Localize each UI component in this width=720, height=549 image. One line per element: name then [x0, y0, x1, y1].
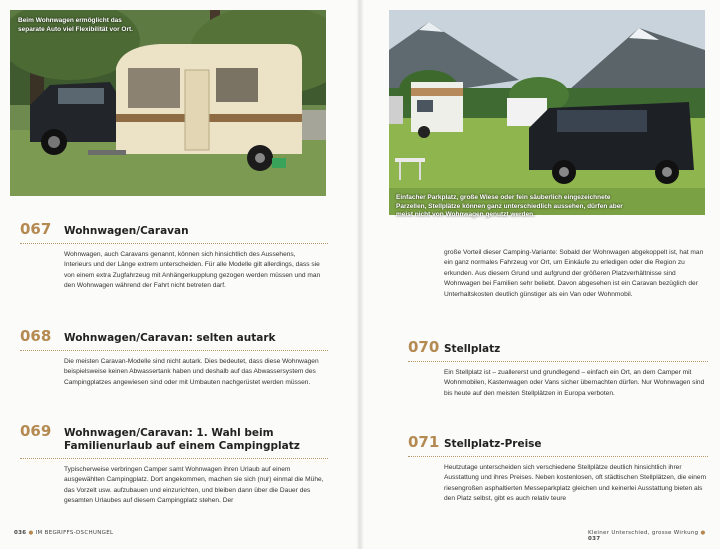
photo-caption-left: Beim Wohnwagen ermöglicht das separate Auto viel Flexibilität vor Ort.: [18, 17, 133, 33]
section-070: [408, 338, 708, 399]
section-body: Ein Stellplatz ist – zuallererst und grundlegend – einfach ein Ort, an dem Camper mit Wohnmobilen, Kastenwagen oder Vans sicher übernachten dürfen. Nur Wohnwagen sind bis heute auf den meisten Stellplätzen in Europa verboten.: [444, 369, 705, 397]
stellplatz-photo: [389, 10, 705, 215]
page-number: 037: [588, 536, 601, 542]
section-title: Stellplatz: [444, 343, 501, 355]
section-body: Wohnwagen, auch Caravans genannt, können sich hinsichtlich des Aussehens, Interieurs und der Länge extrem unterscheiden. Für alle Modelle gilt allerdings, dass sie von einem extra Zugfahrzeug mit Anhängerkupplung gezogen werden müssen und man den Wohnwagen während der Fahrt nicht betreten darf.: [64, 251, 321, 290]
footer-dot-icon: ●: [700, 530, 706, 536]
footer-left: [14, 530, 113, 536]
section-number: 067: [20, 220, 52, 238]
section-068: [20, 327, 328, 388]
continued-text: große Vorteil dieser Camping-Variante: Sobald der Wohnwagen abgekoppelt ist, hat man ein ganz normales Fahrzeug vor Ort, um Einkäufe zu erledigen oder die Region zu erkunden. Aus diesem Grund und aufgrund der größeren Platzverhältnisse sind Wohnwagen bei Familien sehr beliebt. Davon abgesehen ist ein Caravan bezüglich der Unterhaltskosten deutlich günstiger als ein Van oder Wohnmobil.: [444, 249, 704, 298]
section-body: Typischerweise verbringen Camper samt Wohnwagen ihren Urlaub auf einem ausgewählten Campingplatz. Dort angekommen, machen sie sich (nur) einmal die Mühe, das Vorzelt usw. aufzubauen und einzurichten, und bleiben dann über die Dauer des gesamten Urlaubes auf diesem Campingplatz stehen. Der: [64, 466, 324, 505]
section-title: Wohnwagen/Caravan: [64, 225, 189, 237]
photo-caption-right: Einfacher Parkplatz, große Wiese oder fein säuberlich eingezeichnete Parzellen, Stellplätze können ganz unterschiedlich aussehen, dürfen aber meist nicht von Wohnwagen genutzt werden.: [396, 194, 623, 218]
section-title: Wohnwagen/Caravan: selten autark: [64, 332, 276, 344]
section-body: Heutzutage unterscheiden sich verschiedene Stellplätze deutlich hinsichtlich ihrer Ausstattung und ihres Preises. Neben kostenlosen, oft städtischen Stellplätzen, die einem riesengroßen asphaltierten Messeparkplatz gleichen und keinerlei Ausstattung bieten als den Platz selbst, gibt es auch relativ teure: [444, 464, 707, 503]
section-divider: [408, 456, 708, 457]
book-gutter: [356, 0, 364, 549]
caravan-photo: [10, 10, 326, 196]
section-body: Die meisten Caravan-Modelle sind nicht autark. Dies bedeutet, dass diese Wohnwagen beispielsweise keinen Abwassertank haben und deshalb auf das Abwassersystem des Campingplatzes angewiesen sind oder mit Umbauten nachgerüstet werden müssen.: [64, 358, 319, 386]
section-divider: [408, 361, 708, 362]
section-number: 071: [408, 433, 440, 451]
footer-dot-icon: ●: [28, 530, 34, 536]
section-divider: [20, 458, 328, 459]
running-head: Kleiner Unterschied, grosse Wirkung: [588, 530, 699, 536]
running-head: IM BEGRIFFS-DSCHUNGEL: [35, 530, 114, 536]
section-title: Wohnwagen/Caravan: 1. Wahl beim Familienurlaub auf einem Campingplatz: [64, 427, 300, 452]
section-number: 068: [20, 327, 52, 345]
section-title: Stellplatz-Preise: [444, 438, 542, 450]
section-divider: [20, 350, 328, 351]
section-number: 069: [20, 422, 52, 440]
section-divider: [20, 243, 328, 244]
section-069: [20, 422, 328, 507]
section-067: [20, 220, 328, 292]
section-071: [408, 433, 708, 505]
footer-right: [588, 530, 720, 542]
section-number: 070: [408, 338, 440, 356]
page-number: 036: [14, 530, 27, 536]
